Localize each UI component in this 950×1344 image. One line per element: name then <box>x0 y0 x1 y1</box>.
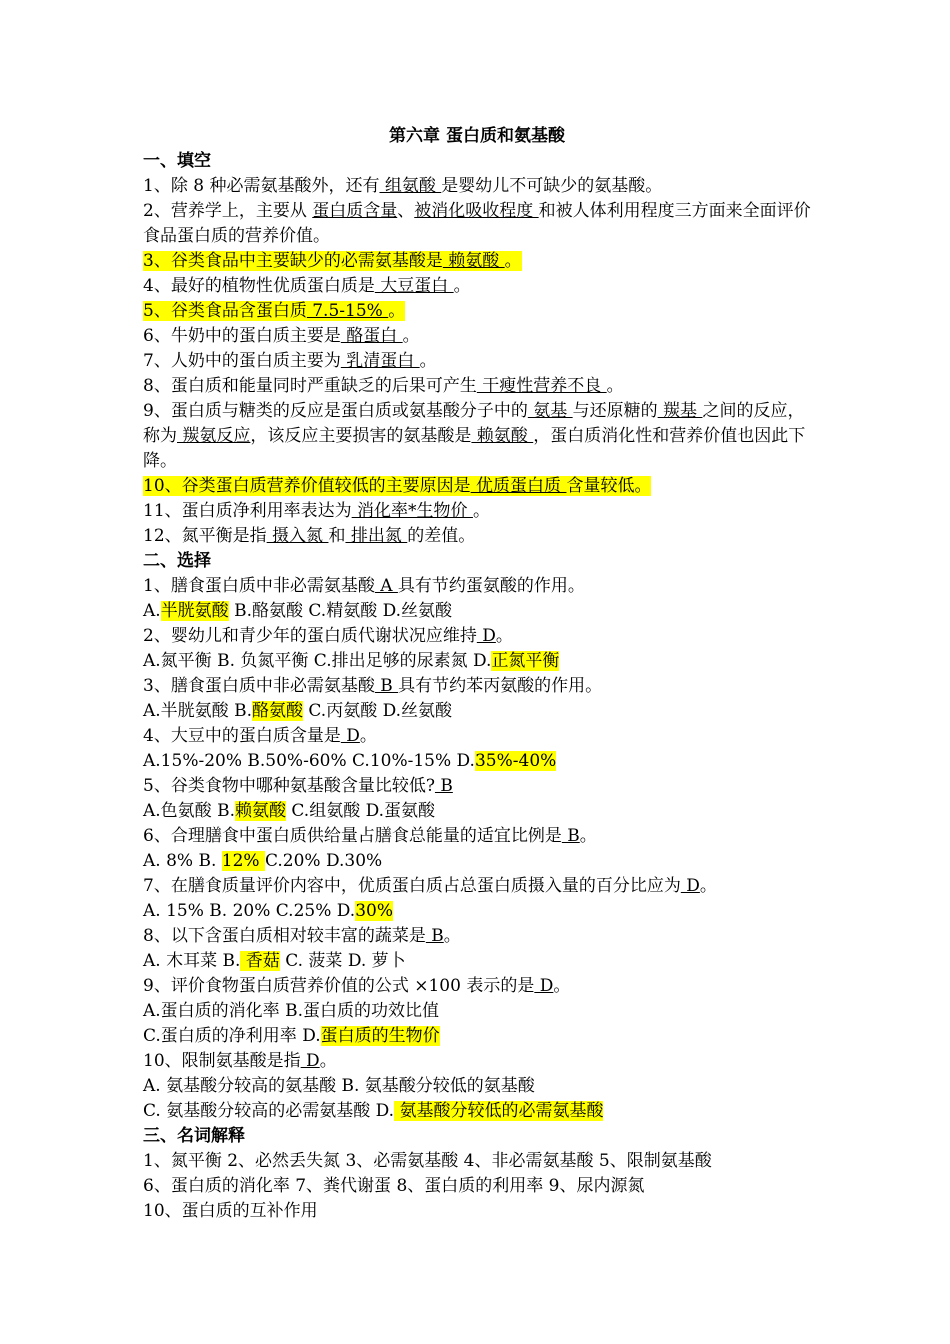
correct-option: 氨基酸分较低的必需氨基酸 <box>394 1101 604 1121</box>
answer: 优质蛋白质 <box>470 476 567 496</box>
answer: 消化率*生物价 <box>351 501 473 521</box>
answer: 羰氨反应 <box>177 426 251 446</box>
section-terms-heading: 三、名词解释 <box>143 1126 245 1146</box>
fill-q9: 9、蛋白质与糖类的反应是蛋白质或氨基酸分子中的 氨基 与还原糖的 羰基 之间的反应，称为 羰氨反应，该反应主要损害的氨基酸是 赖氨酸 ，蛋白质消化性和营养价值也因此下降。 <box>143 401 806 471</box>
answer: 蛋白质含量 <box>312 201 398 221</box>
chapter-title: 第六章 蛋白质和氨基酸 <box>389 126 565 146</box>
choice-q2: 2、婴幼儿和青少年的蛋白质代谢状况应维持 D。 <box>143 626 513 646</box>
terms-line-1: 1、氮平衡 2、必然丢失氮 3、必需氨基酸 4、非必需氨基酸 5、限制氨基酸 <box>143 1151 712 1171</box>
answer: 摄入氮 <box>266 526 329 546</box>
fill-q12: 12、氮平衡是指 摄入氮 和 排出氮 的差值。 <box>143 526 476 546</box>
correct-option: 35%-40% <box>474 751 557 771</box>
correct-option: 半胱氨酸 <box>160 601 229 621</box>
choice-q10: 10、限制氨基酸是指 D。 <box>143 1051 337 1071</box>
fill-q10: 10、谷类蛋白质营养价值较低的主要原因是 优质蛋白质 含量较低。 <box>143 476 652 496</box>
choice-q10-options-2: C. 氨基酸分较高的必需氨基酸 D. 氨基酸分较低的必需氨基酸 <box>143 1101 604 1121</box>
answer: B <box>425 926 444 946</box>
fill-q5: 5、谷类食品含蛋白质 7.5-15% 。 <box>143 301 406 321</box>
choice-q3-options: A.半胱氨酸 B.酪氨酸 C.丙氨酸 D.丝氨酸 <box>143 701 453 721</box>
answer: B <box>561 826 580 846</box>
document-page <box>143 124 811 1224</box>
answer: D <box>680 876 700 896</box>
choice-q2-options: A.氮平衡 B. 负氮平衡 C.排出足够的尿素氮 D.正氮平衡 <box>143 651 560 671</box>
answer: 酪蛋白 <box>340 326 403 346</box>
answer: 排出氮 <box>345 526 408 546</box>
choice-q9: 9、评价食物蛋白质营养价值的公式 ×100 表示的是 D。 <box>143 976 571 996</box>
correct-option: 30% <box>355 901 393 921</box>
correct-option: 正氮平衡 <box>491 651 560 671</box>
choice-q10-options-1: A. 氨基酸分较高的氨基酸 B. 氨基酸分较低的氨基酸 <box>143 1076 535 1096</box>
answer: 氨基 <box>527 401 573 421</box>
answer: B <box>434 776 453 796</box>
answer: 组氨酸 <box>379 176 442 196</box>
fill-q1: 1、除 8 种必需氨基酸外，还有 组氨酸 是婴幼儿不可缺少的氨基酸。 <box>143 176 663 196</box>
choice-q6: 6、合理膳食中蛋白质供给量占膳食总能量的适宜比例是 B。 <box>143 826 597 846</box>
terms-line-2: 6、蛋白质的消化率 7、粪代谢蛋 8、蛋白质的利用率 9、尿内源氮 <box>143 1176 645 1196</box>
choice-q8-options: A. 木耳菜 B. 香菇 C. 菠菜 D. 萝卜 <box>143 951 406 971</box>
correct-option: 蛋白质的生物价 <box>320 1026 440 1046</box>
answer: 乳清蛋白 <box>340 351 420 371</box>
choice-q1: 1、膳食蛋白质中非必需氨基酸 A 具有节约蛋氨酸的作用。 <box>143 576 585 596</box>
section-choice-heading: 二、选择 <box>143 551 211 571</box>
fill-q2: 2、营养学上，主要从 蛋白质含量、被消化吸收程度 和被人体利用程度三方面来全面评价食品蛋白质的营养价值。 <box>143 201 811 246</box>
correct-option: 香菇 <box>240 951 280 971</box>
correct-option: 12% <box>221 851 265 871</box>
answer: D <box>340 726 360 746</box>
choice-q8: 8、以下含蛋白质相对较丰富的蔬菜是 B。 <box>143 926 461 946</box>
answer: 7.5-15% <box>306 301 389 321</box>
answer: A <box>374 576 398 596</box>
fill-q6: 6、牛奶中的蛋白质主要是 酪蛋白 。 <box>143 326 420 346</box>
fill-q7: 7、人奶中的蛋白质主要为 乳清蛋白 。 <box>143 351 437 371</box>
answer: 被消化吸收程度 <box>414 201 539 221</box>
choice-q4: 4、大豆中的蛋白质含量是 D。 <box>143 726 377 746</box>
correct-option: 赖氨酸 <box>234 801 286 821</box>
choice-q7-options: A. 15% B. 20% C.25% D.30% <box>143 901 393 921</box>
answer: B <box>374 676 399 696</box>
choice-q9-options-1: A.蛋白质的消化率 B.蛋白质的功效比值 <box>143 1001 439 1021</box>
choice-q1-options: A.半胱氨酸 B.酪氨酸 C.精氨酸 D.丝氨酸 <box>143 601 453 621</box>
choice-q5: 5、谷类食物中哪种氨基酸含量比较低? B <box>143 776 453 796</box>
answer: 羰基 <box>657 401 703 421</box>
section-fill-heading: 一、填空 <box>143 151 211 171</box>
choice-q5-options: A.色氨酸 B.赖氨酸 C.组氨酸 D.蛋氨酸 <box>143 801 436 821</box>
answer: 赖氨酸 <box>442 251 505 271</box>
terms-line-3: 10、蛋白质的互补作用 <box>143 1201 318 1221</box>
choice-q4-options: A.15%-20% B.50%-60% C.10%-15% D.35%-40% <box>143 751 557 771</box>
correct-option: 酪氨酸 <box>251 701 303 721</box>
answer: D <box>534 976 554 996</box>
choice-q6-options: A. 8% B. 12% C.20% D.30% <box>143 851 383 871</box>
fill-q3: 3、谷类食品中主要缺少的必需氨基酸是 赖氨酸 。 <box>143 251 522 271</box>
choice-q9-options-2: C.蛋白质的净利用率 D.蛋白质的生物价 <box>143 1026 440 1046</box>
answer: 大豆蛋白 <box>374 276 454 296</box>
answer: 赖氨酸 <box>471 426 534 446</box>
fill-q11: 11、蛋白质净利用率表达为 消化率*生物价 。 <box>143 501 490 521</box>
fill-q8: 8、蛋白质和能量同时严重缺乏的后果可产生 干瘦性营养不良 。 <box>143 376 624 396</box>
choice-q7: 7、在膳食质量评价内容中，优质蛋白质占总蛋白质摄入量的百分比应为 D。 <box>143 876 717 896</box>
answer: D <box>476 626 496 646</box>
fill-q4: 4、最好的植物性优质蛋白质是 大豆蛋白 。 <box>143 276 471 296</box>
answer: 干瘦性营养不良 <box>476 376 607 396</box>
answer: D <box>300 1051 320 1071</box>
choice-q3: 3、膳食蛋白质中非必需氨基酸 B 具有节约苯丙氨酸的作用。 <box>143 676 603 696</box>
